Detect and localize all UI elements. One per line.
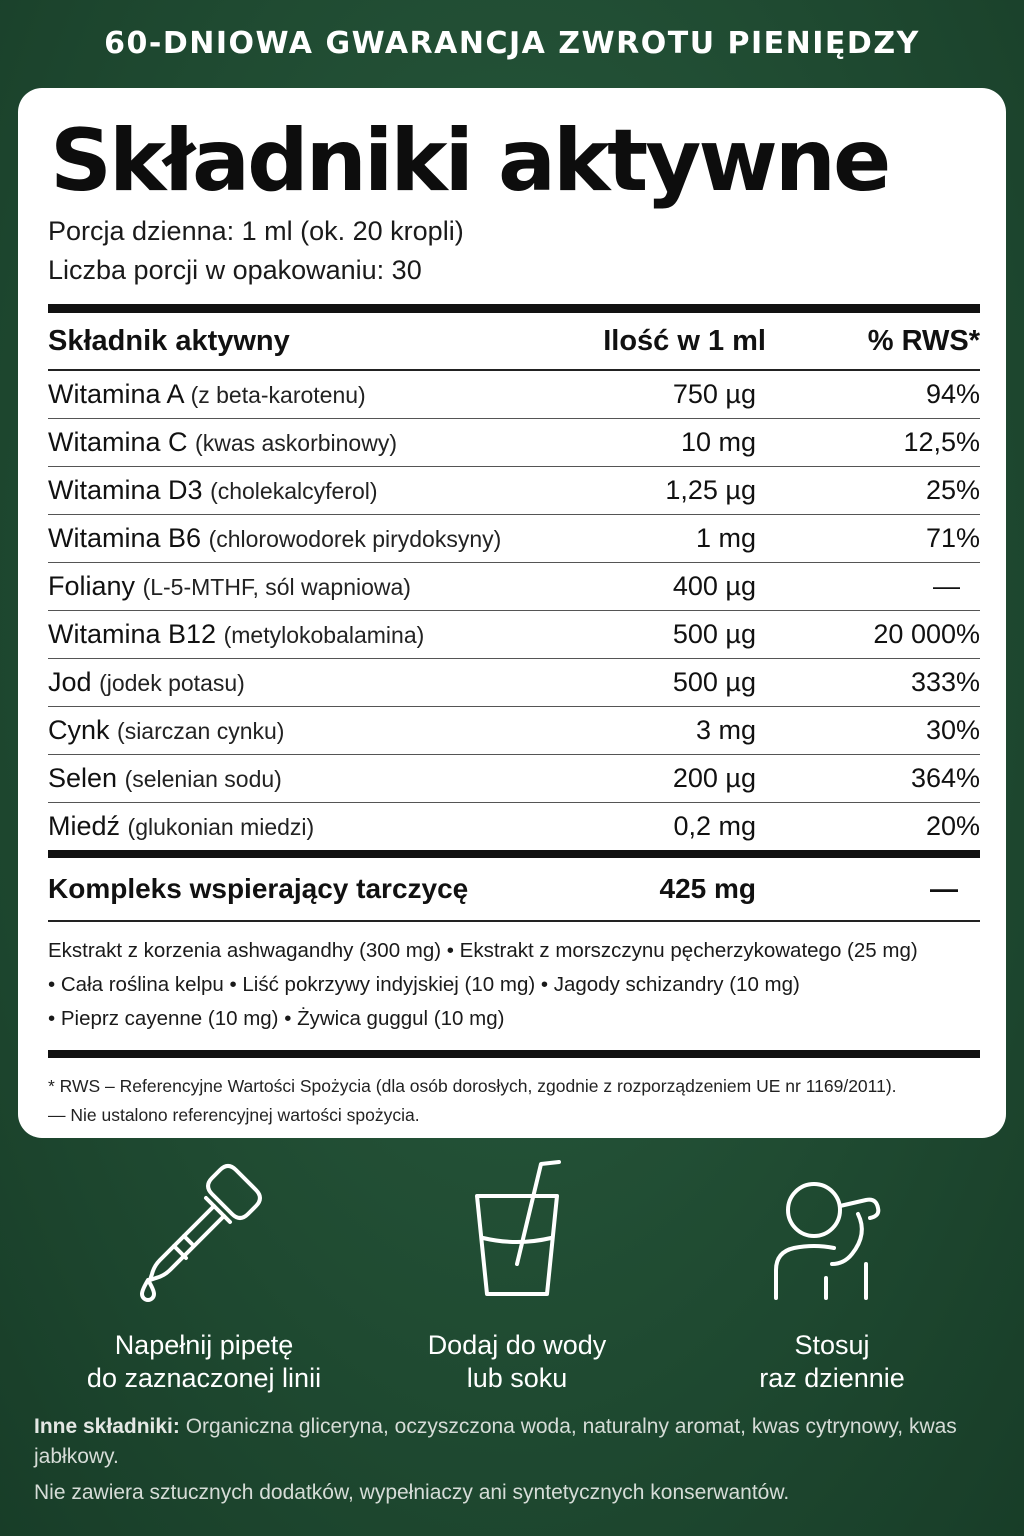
ingredient-amount: 500 µg <box>672 667 756 697</box>
ingredient-name <box>48 715 560 746</box>
ingredient-form: (z beta-karotenu) <box>190 382 366 408</box>
ingredient-rws: 30% <box>925 715 980 745</box>
table-row <box>48 563 980 610</box>
serving-daily: Porcja dzienna: 1 ml (ok. 20 kropli) <box>48 216 464 246</box>
ingredient-amount: 0,2 mg <box>673 811 756 841</box>
table-row <box>48 467 980 514</box>
ingredient-form: (jodek potasu) <box>99 670 245 696</box>
extract-line: • Pieprz cayenne (10 mg) • Żywica guggul (10 mg) <box>48 1007 505 1030</box>
complex-extracts <box>48 922 980 1050</box>
step-label <box>34 1329 374 1395</box>
complex-row <box>48 858 980 920</box>
ingredient-amount: 3 mg <box>695 715 756 745</box>
ingredient-form: (kwas askorbinowy) <box>195 430 397 456</box>
ingredient-label: Cynk <box>48 715 110 745</box>
ingredient-form: (metylokobalamina) <box>223 622 425 648</box>
ingredient-form: (siarczan cynku) <box>117 718 285 744</box>
ingredient-rws: 20 000% <box>873 619 980 649</box>
step-line: do zaznaczonej linii <box>86 1363 322 1393</box>
ingredient-name <box>48 571 560 602</box>
dropper-icon <box>34 1158 374 1303</box>
ingredient-name <box>48 811 560 842</box>
ingredient-form: (cholekalcyferol) <box>210 478 378 504</box>
ingredient-amount: 200 µg <box>672 763 756 793</box>
ingredient-name <box>48 523 560 554</box>
header-name: Składnik aktywny <box>48 324 290 357</box>
ingredient-name <box>48 619 560 650</box>
step-line: lub soku <box>466 1363 568 1393</box>
ingredient-amount: 400 µg <box>672 571 756 601</box>
ingredient-form: (selenian sodu) <box>124 766 282 792</box>
complex-rws: — <box>930 873 958 904</box>
divider-thick <box>48 304 980 313</box>
ingredient-rws: — <box>933 571 960 601</box>
ingredient-amount: 750 µg <box>672 379 756 409</box>
ingredient-rws: 364% <box>910 763 980 793</box>
ingredient-name <box>48 379 560 410</box>
ingredient-form: (chlorowodorek pirydoksyny) <box>208 526 502 552</box>
table-row <box>48 515 980 562</box>
divider-thick <box>48 1050 980 1058</box>
table-row <box>48 659 980 706</box>
footnotes <box>48 1072 980 1130</box>
step-once-daily <box>662 1158 1002 1395</box>
ingredient-name <box>48 475 560 506</box>
ingredient-label: Witamina C <box>48 427 188 457</box>
supplement-facts-card <box>18 88 1006 1138</box>
ingredient-rws: 94% <box>925 379 980 409</box>
ingredient-label: Witamina B12 <box>48 619 217 649</box>
step-fill-dropper <box>34 1158 374 1395</box>
other-ingredients-text <box>34 1412 974 1472</box>
ingredient-label: Witamina B6 <box>48 523 202 553</box>
step-line: Dodaj do wody <box>427 1330 607 1360</box>
step-label <box>662 1329 1002 1395</box>
guarantee-banner: 60-DNIOWA GWARANCJA ZWROTU PIENIĘDZY <box>104 26 920 61</box>
table-row <box>48 707 980 754</box>
ingredient-amount: 1 mg <box>695 523 756 553</box>
table-row <box>48 371 980 418</box>
ingredient-rws: 12,5% <box>903 427 980 457</box>
header-amount: Ilość w 1 ml <box>603 324 766 357</box>
table-header <box>48 313 980 369</box>
table-row <box>48 611 980 658</box>
ingredient-label: Jod <box>48 667 92 697</box>
glass-straw-icon <box>347 1158 687 1303</box>
serving-count: Liczba porcji w opakowaniu: 30 <box>48 255 422 285</box>
ingredient-label: Foliany <box>48 571 136 601</box>
step-line: Napełnij pipetę <box>114 1330 294 1360</box>
ingredient-amount: 1,25 µg <box>665 475 756 505</box>
ingredient-amount: 500 µg <box>672 619 756 649</box>
footnote-rws: * RWS – Referencyjne Wartości Spożycia (dla osób dorosłych, zgodnie z rozporządzeniem UE nr 1169/2011). <box>48 1076 897 1096</box>
step-add-water <box>347 1158 687 1395</box>
ingredient-label: Miedź <box>48 811 121 841</box>
ingredient-form: (glukonian miedzi) <box>127 814 315 840</box>
ingredient-rws: 20% <box>925 811 980 841</box>
page-title: Składniki aktywne <box>50 111 889 211</box>
step-label <box>347 1329 687 1395</box>
table-row <box>48 803 980 850</box>
other-label: Inne składniki: <box>34 1415 180 1438</box>
additive-free-note: Nie zawiera sztucznych dodatków, wypełniaczy ani syntetycznych konserwantów. <box>34 1481 790 1504</box>
step-line: raz dziennie <box>759 1363 905 1393</box>
other-list: Organiczna gliceryna, oczyszczona woda, naturalny aromat, kwas cytrynowy, kwas jabłkowy. <box>34 1415 957 1468</box>
ingredient-amount: 10 mg <box>680 427 756 457</box>
person-drinking-icon <box>662 1158 1002 1303</box>
ingredient-rws: 71% <box>925 523 980 553</box>
step-line: Stosuj <box>794 1330 870 1360</box>
ingredient-label: Selen <box>48 763 118 793</box>
ingredient-label: Witamina A <box>48 379 184 409</box>
ingredient-label: Witamina D3 <box>48 475 203 505</box>
complex-amount: 425 mg <box>659 873 756 904</box>
ingredient-form: (L-5-MTHF, sól wapniowa) <box>142 574 411 600</box>
extract-line: Ekstrakt z korzenia ashwagandhy (300 mg) • Ekstrakt z morszczynu pęcherzykowatego (25 mg) <box>48 939 918 962</box>
divider-thick <box>48 850 980 858</box>
ingredient-rws: 25% <box>925 475 980 505</box>
table-row <box>48 419 980 466</box>
usage-steps <box>0 1158 1024 1398</box>
ingredient-rows <box>48 371 980 850</box>
extract-line: • Cała roślina kelpu • Liść pokrzywy indyjskiej (10 mg) • Jagody schizandry (10 mg) <box>48 973 800 996</box>
table-row <box>48 755 980 802</box>
ingredient-name <box>48 427 560 458</box>
footnote-dash: — Nie ustalono referencyjnej wartości spożycia. <box>48 1105 420 1125</box>
ingredient-name <box>48 763 560 794</box>
complex-name: Kompleks wspierający tarczycę <box>48 873 469 904</box>
ingredient-name <box>48 667 560 698</box>
other-ingredients <box>34 1412 974 1514</box>
serving-info <box>48 212 980 290</box>
header-rws: % RWS* <box>867 324 980 357</box>
ingredient-rws: 333% <box>910 667 980 697</box>
